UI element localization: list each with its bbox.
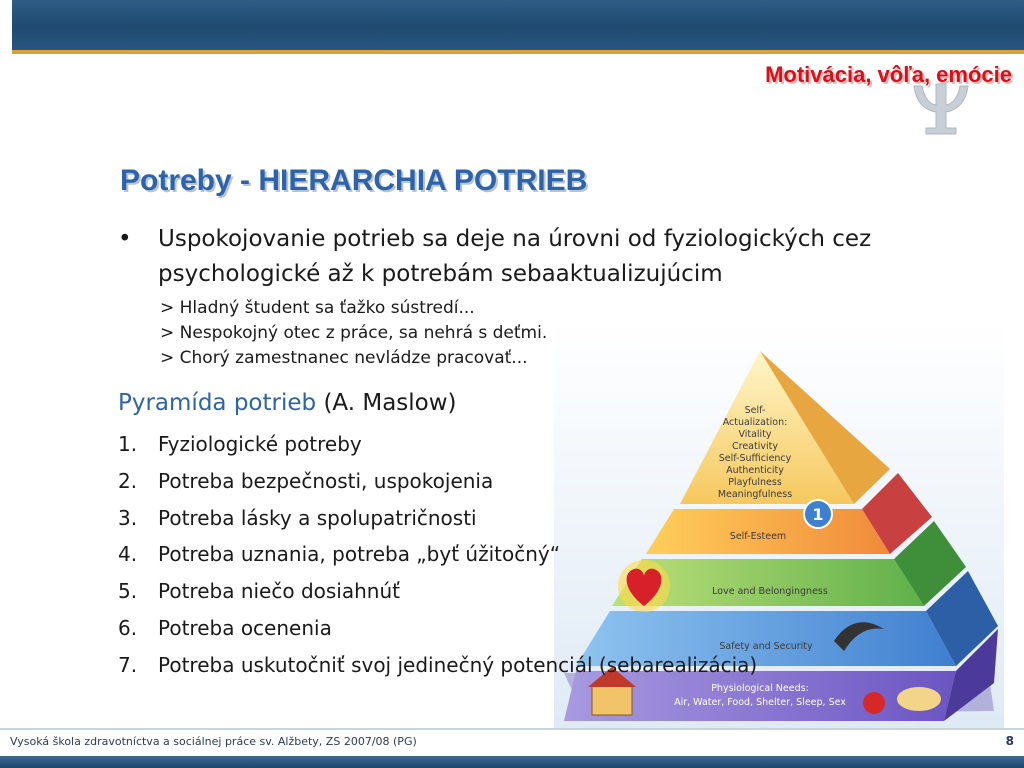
main-bullet xyxy=(118,222,968,292)
pyramid-love-label: Love and Belongingness xyxy=(712,586,828,597)
example-item: > Hladný študent sa ťažko sústredí... xyxy=(160,298,475,318)
need-item xyxy=(118,610,968,647)
slide-title: Potreby - HIERARCHIA POTRIEB xyxy=(120,164,588,197)
need-text: Fyziologické potreby xyxy=(158,432,362,456)
need-item xyxy=(118,500,968,537)
brand-title: Motivácia, vôľa, emócie xyxy=(765,62,1012,87)
need-item xyxy=(118,426,968,463)
need-number: 3. xyxy=(118,505,138,530)
pyramid-safety-label: Safety and Security xyxy=(719,641,813,652)
need-text: Potreba uskutočniť svoj jedinečný potenciál (sebarealizácia) xyxy=(158,652,758,677)
need-text: Potreba bezpečnosti, uspokojenia xyxy=(158,468,494,493)
main-bullet-text: Uspokojovanie potrieb sa deje na úrovni od fyziologických cez psychologické až k potrebám sebaaktualizujúcim xyxy=(158,226,872,287)
pyramid-physio-items: Air, Water, Food, Shelter, Sleep, Sex xyxy=(674,697,846,708)
pyramid-heading-link[interactable]: Pyramída potrieb xyxy=(118,390,317,416)
pyramid-top-line-6: Authenticity xyxy=(726,465,784,476)
need-text: Potreba ocenenia xyxy=(158,615,332,640)
header-gold-rule xyxy=(12,50,1024,54)
psi-logo-icon xyxy=(906,80,976,142)
pyramid-top-line-2: Actualization: xyxy=(722,417,788,428)
need-number: 2. xyxy=(118,468,138,493)
header-bar xyxy=(12,0,1024,50)
pyramid-top-line-1: Self- xyxy=(744,405,766,416)
svg-text:1: 1 xyxy=(812,505,824,524)
bullet-icon: • xyxy=(118,226,132,252)
need-number: 7. xyxy=(118,652,138,677)
need-number: 5. xyxy=(118,579,138,604)
need-item xyxy=(118,573,968,610)
pyramid-heading xyxy=(118,388,968,418)
brand-block xyxy=(696,60,1016,140)
page-number: 8 xyxy=(1005,734,1014,748)
need-text: Potreba uznania, potreba „byť úžitočný“ xyxy=(158,542,561,567)
pyramid-top-line-7: Playfulness xyxy=(728,477,782,488)
need-number: 6. xyxy=(118,615,138,640)
needs-list xyxy=(118,426,968,684)
need-item xyxy=(118,463,968,500)
footer-bar xyxy=(0,756,1024,768)
need-text: Potreba niečo dosiahnúť xyxy=(158,579,400,604)
pyramid-heading-author: (A. Maslow) xyxy=(323,390,457,416)
pyramid-top-line-8: Meaningfulness xyxy=(717,489,793,500)
need-number: 4. xyxy=(118,542,138,567)
example-item: > Nespokojný otec z práce, sa nehrá s deťmi. xyxy=(160,323,548,343)
need-item xyxy=(118,536,968,573)
footer-text: Vysoká škola zdravotníctva a sociálnej práce sv. Alžbety, ZS 2007/08 (PG) xyxy=(10,735,417,748)
need-text: Potreba lásky a spolupatričnosti xyxy=(158,505,477,530)
pyramid-top-line-4: Creativity xyxy=(732,441,778,452)
need-number: 1. xyxy=(118,432,138,456)
pyramid-top-line-5: Self-Sufficiency xyxy=(718,453,792,464)
pyramid-physio-title: Physiological Needs: xyxy=(711,683,809,694)
example-item: > Chorý zamestnanec nevládze pracovať... xyxy=(160,348,528,368)
pyramid-esteem-label: Self-Esteem xyxy=(729,531,787,542)
need-item xyxy=(118,647,968,684)
examples-list xyxy=(160,296,968,371)
footer-divider xyxy=(0,728,1024,730)
slide-body xyxy=(118,222,968,684)
pyramid-top-line-3: Vitality xyxy=(738,429,772,440)
